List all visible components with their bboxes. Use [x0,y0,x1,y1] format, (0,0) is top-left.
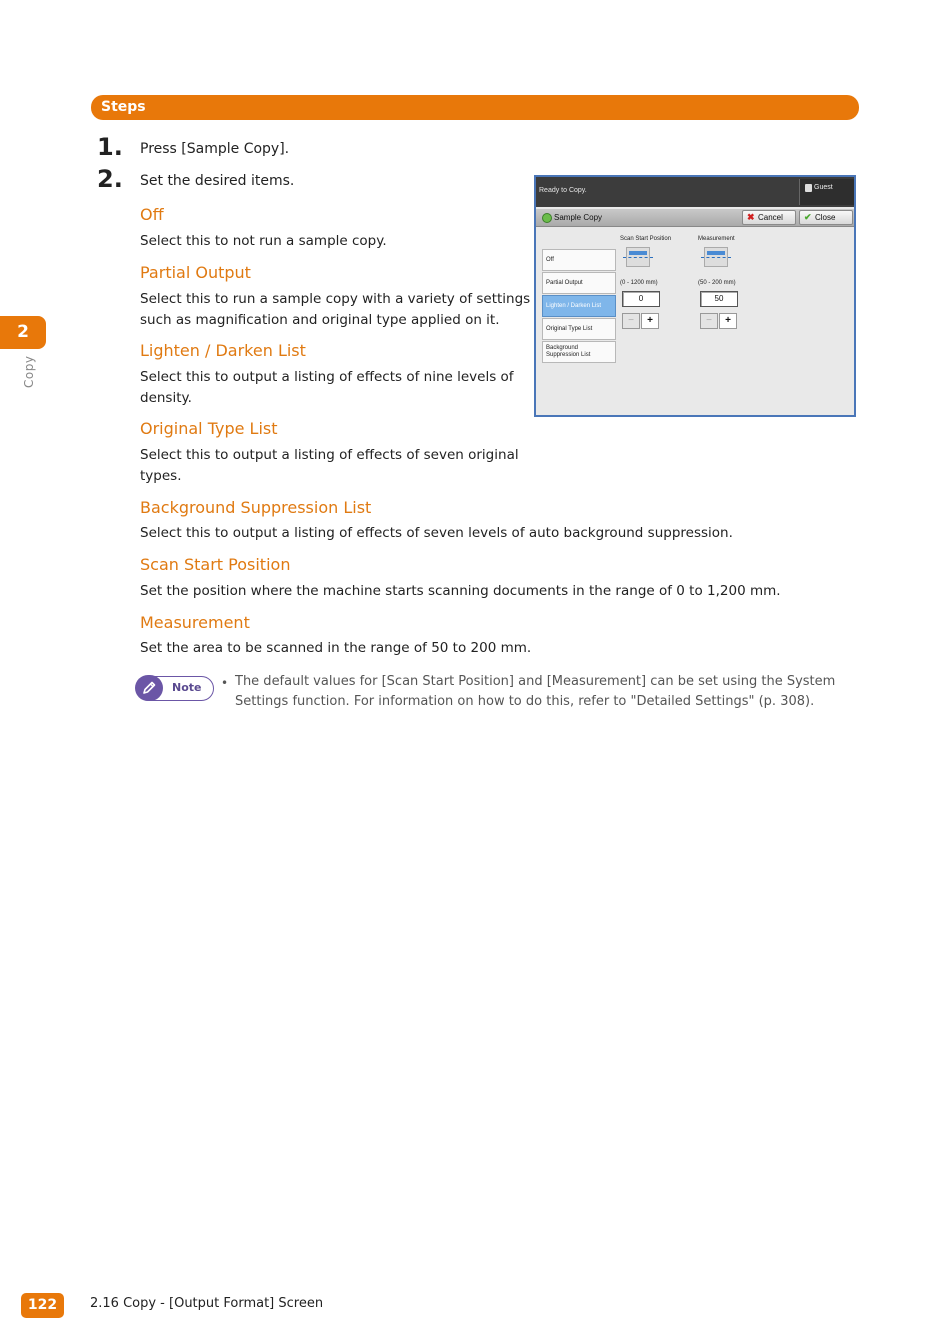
page-number: 122 [21,1293,64,1318]
item-heading-lighten-darken: Lighten / Darken List [140,341,306,360]
note-badge [136,676,214,701]
scan-start-icon [626,247,650,267]
item-text-original-type [140,445,519,487]
scan-start-plus-button[interactable]: + [641,313,659,329]
item-text-partial-output [140,289,530,331]
menu-item-off[interactable]: Off [542,249,616,271]
item-text-background-suppression: Select this to output a listing of effects of seven levels of auto background suppression. [140,525,733,541]
item-heading-partial-output: Partial Output [140,263,251,282]
text-line: such as magnification and original type applied on it. [140,312,500,328]
scan-start-label: Scan Start Position [620,236,672,242]
cancel-label: Cancel [758,213,783,222]
measurement-minus-button[interactable]: − [700,313,718,329]
measurement-label: Measurement [698,236,735,242]
guest-button[interactable] [799,179,854,205]
scan-start-minus-button[interactable]: − [622,313,640,329]
bullet: • [221,676,229,690]
steps-banner [91,95,859,120]
text-line: Select this to run a sample copy with a variety of settings [140,291,531,307]
step-number: 1. [97,133,123,161]
step-text: Press [Sample Copy]. [140,141,290,157]
menu-item-partial-output[interactable]: Partial Output [542,272,616,294]
step-number: 2. [97,165,123,193]
sample-copy-icon [542,213,552,223]
status-bar [536,177,854,207]
checkmark-icon: ✔ [804,212,812,222]
item-heading-measurement: Measurement [140,613,250,632]
chapter-number-tab: 2 [0,316,46,349]
status-text: Ready to Copy. [539,187,587,194]
scan-start-range: (0 - 1200 mm) [620,280,658,286]
text-line: types. [140,468,182,484]
chapter-label: Copy [22,355,36,388]
note-text: The default values for [Scan Start Position] and [Measurement] can be set using the System Settings function. For information on how to do this, refer to "Detailed Settings" (p. 308). [235,674,836,709]
step-text: Set the desired items. [140,173,295,189]
text-line: density. [140,390,192,406]
section-title: 2.16 Copy - [Output Format] Screen [90,1296,324,1311]
measurement-input[interactable]: 50 [700,291,738,307]
item-text-measurement: Set the area to be scanned in the range of 50 to 200 mm. [140,640,532,656]
pencil-icon [135,675,163,701]
text-line: Select this to output a listing of effects of seven original [140,447,519,463]
steps-label: Steps [101,99,146,115]
cancel-button[interactable] [742,210,796,225]
x-icon: ✖ [747,212,755,222]
item-heading-original-type: Original Type List [140,419,278,438]
scan-start-input[interactable]: 0 [622,291,660,307]
menu-item-background-suppression[interactable]: Background Suppression List [542,341,616,363]
sample-copy-screen [534,175,856,417]
item-text-off: Select this to not run a sample copy. [140,233,387,249]
menu-item-lighten-darken[interactable]: Lighten / Darken List [542,295,616,317]
user-icon [805,184,812,192]
guest-label: Guest [814,184,833,191]
item-heading-scan-start: Scan Start Position [140,555,291,574]
dialog-titlebar [536,209,854,227]
measurement-plus-button[interactable]: + [719,313,737,329]
item-text-lighten-darken [140,367,514,409]
dialog-title: Sample Copy [554,213,603,222]
item-heading-off: Off [140,205,164,224]
close-button[interactable] [799,210,853,225]
measurement-range: (50 - 200 mm) [698,280,736,286]
note-label: Note [172,681,202,694]
close-label: Close [815,213,836,222]
item-text-scan-start: Set the position where the machine starts scanning documents in the range of 0 to 1,200 mm. [140,583,781,599]
menu-item-original-type[interactable]: Original Type List [542,318,616,340]
item-heading-background-suppression: Background Suppression List [140,498,372,517]
measurement-icon [704,247,728,267]
text-line: Select this to output a listing of effects of nine levels of [140,369,514,385]
